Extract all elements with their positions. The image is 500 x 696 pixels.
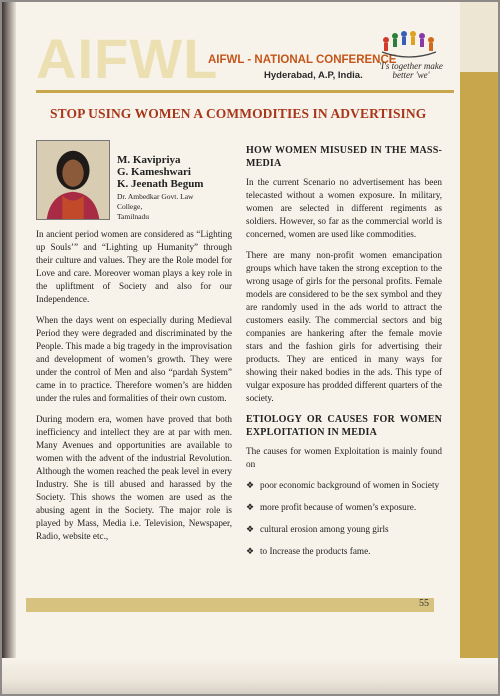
diamond-bullet-icon: ❖ <box>246 546 255 556</box>
list-item <box>246 479 442 492</box>
author-affiliation <box>117 192 237 222</box>
corner-panel <box>460 2 498 72</box>
left-column <box>36 228 232 551</box>
affiliation-line: Tamilnadu <box>117 212 149 221</box>
magazine-page <box>2 2 498 694</box>
diamond-bullet-icon: ❖ <box>246 502 255 512</box>
causes-intro: The causes for women Exploitation is mainly found on <box>246 446 442 469</box>
section-heading: HOW WOMEN MISUSED IN THE MASS-MEDIA <box>246 145 442 169</box>
aifwl-watermark-logo: AIFWL <box>36 27 219 90</box>
list-item <box>246 545 442 558</box>
footer-bar <box>26 598 434 612</box>
diamond-bullet-icon: ❖ <box>246 524 255 534</box>
gold-side-band <box>460 72 498 662</box>
list-item-text: poor economic background of women in Society <box>260 480 440 490</box>
header-divider <box>36 90 454 93</box>
right-column <box>246 144 442 567</box>
body-paragraph: In ancient period women are considered as “Lighting up Souls’” and “Lighting up Humanity” through their culture and values. They are the Role model for Love and care. Moreover woman plays a key role in the upliftment of Society and also for our Independence. <box>36 229 232 304</box>
list-item-text: cultural erosion among young girls <box>260 524 389 534</box>
author-photo <box>36 140 110 220</box>
list-item-text: more profit because of women’s exposure. <box>260 502 417 512</box>
list-item <box>246 501 442 514</box>
causes-list <box>246 479 442 558</box>
list-item-text: to Increase the products fame. <box>260 546 371 556</box>
page-bottom-edge <box>2 658 498 694</box>
body-paragraph: There are many non-profit women emancipation groups which have taken the strong exception to the wrong usage of girls for the personal profits. Female models are considered to be the sex symbol and they are randomly used in the ads world to attract the customers easily. The commercial sectors and big companies are hankering after the female movie stars and the fashion girls for advertising their products. They are enticed in many ways for showing their naked bodies in the ads. This type of vulgar exposure has prodded different quarters of the society. <box>246 250 442 403</box>
body-paragraph: When the days went on especially during Medieval Period they were degraded and discriminated by the People. This made a big tragedy in the improvisation and development of women’s growth. They were under the control of Men and also “pardah System” came in to practice. Therefore women’s are hidden under the rules and formalities of their own custom. <box>36 315 232 403</box>
affiliation-line: Dr. Ambedkar Govt. Law <box>117 192 194 201</box>
author-block <box>117 154 237 222</box>
author-name: M. Kavipriya <box>117 154 181 166</box>
logo-tagline: 'I's together make better 'we' <box>379 61 443 80</box>
conference-place: Hyderabad, A.P, India. <box>264 70 363 81</box>
body-paragraph: During modern era, women have proved that both inefficiency and intellect they are at par with men. Many Avenues and opportunities are available to women with the advent of the industrial Revolution. Although the women reached the peak level in every Industry. She is till abused and harassed by the Society. This shows the women are used as the abusing agent in the Society. The major role is played by Mass, Media i.e. Television, Newspaper, Radio, website etc., <box>36 414 232 541</box>
page-binding <box>2 2 16 694</box>
section-heading: ETIOLOGY OR CAUSES FOR WOMEN EXPLOITATION IN MEDIA <box>246 414 442 438</box>
article-title: STOP USING WOMEN A COMMODITIES IN ADVERTISING <box>50 106 427 121</box>
affiliation-line: College, <box>117 202 143 211</box>
author-name: K. Jeenath Begum <box>117 178 204 190</box>
diamond-bullet-icon: ❖ <box>246 480 255 490</box>
conference-title: AIFWL - NATIONAL CONFERENCE <box>208 54 397 66</box>
page-number: 55 <box>419 598 429 609</box>
list-item <box>246 523 442 536</box>
body-paragraph: In the current Scenario no advertisement has been telecasted without a women exposure. In military, women are selected in different regiments as soldiers. However, so far as the commercial world is concerned, women are used like commodities. <box>246 177 442 239</box>
author-name: G. Kameshwari <box>117 166 191 178</box>
